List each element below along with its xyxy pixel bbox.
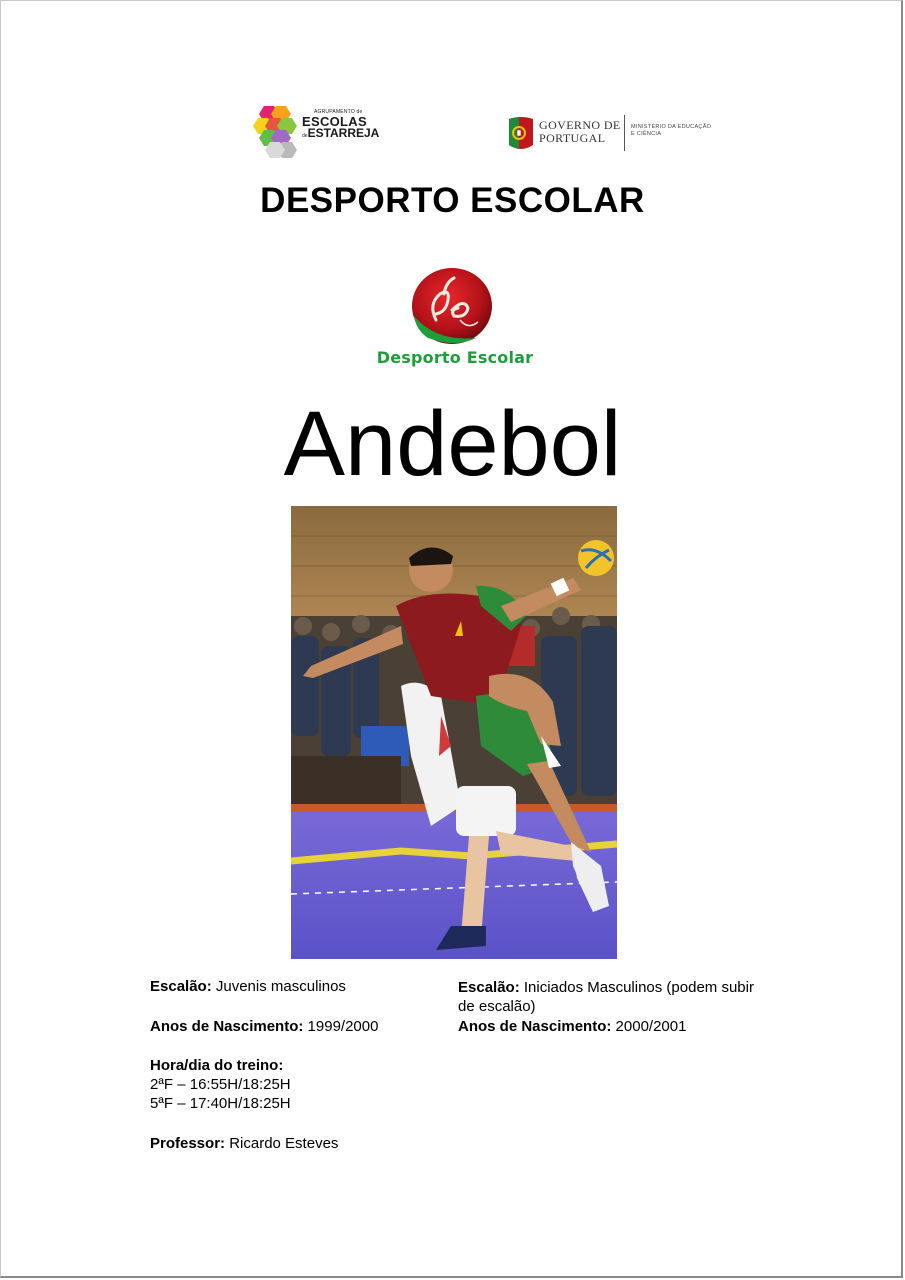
schedule-line-2: 5ªF – 17:40H/18:25H (150, 1095, 291, 1112)
left-escalao-label: Escalão: (150, 978, 212, 995)
training-schedule-label: Hora/dia do treino: (150, 1057, 284, 1074)
professor (150, 1134, 338, 1153)
right-anos-value: 2000/2001 (611, 1018, 687, 1035)
right-escalao-value: Iniciados Masculinos (podem subir de escalão) (458, 979, 754, 1015)
government-line1: GOVERNO DE (539, 118, 621, 132)
left-anos-nascimento (150, 1017, 378, 1036)
left-escalao-value: Juvenis masculinos (211, 978, 346, 995)
government-logo (507, 113, 727, 155)
training-schedule (150, 1056, 291, 1113)
handball-photo-illustration (291, 506, 617, 959)
government-logo-text (539, 119, 621, 145)
de-logo-caption: Desporto Escolar (376, 348, 534, 367)
professor-name: Ricardo Esteves (225, 1135, 339, 1152)
school-logo-line2-row (302, 127, 379, 139)
ministry-line1: MINISTÉRIO DA EDUCAÇÃO (631, 124, 712, 130)
page-title: DESPORTO ESCOLAR (260, 181, 645, 220)
right-anos-label: Anos de Nascimento: (458, 1018, 612, 1035)
ministry-text (631, 124, 711, 138)
sport-title: Andebol (283, 393, 622, 495)
school-logo-line2-prefix: de (302, 133, 308, 139)
school-logo-line1: ESCOLAS (302, 114, 367, 129)
right-anos-nascimento (458, 1017, 758, 1036)
school-logo-small-text: AGRUPAMENTO de (314, 109, 363, 115)
school-logo-line2: ESTARREJA (307, 126, 380, 140)
left-escalao (150, 977, 346, 996)
portugal-flag-icon (507, 115, 535, 153)
right-escalao (458, 978, 758, 1016)
handball-player-photo (291, 506, 617, 959)
desporto-escolar-logo (370, 264, 540, 374)
school-logo (252, 104, 392, 164)
de-emblem-icon (406, 264, 504, 348)
right-escalao-label: Escalão: (458, 979, 520, 996)
hexagon-cluster-icon (252, 104, 302, 164)
ministry-line2: E CIÊNCIA (631, 131, 662, 137)
left-anos-value: 1999/2000 (303, 1018, 379, 1035)
government-line2: PORTUGAL (539, 131, 606, 145)
school-logo-text (302, 110, 379, 139)
schedule-line-1: 2ªF – 16:55H/18:25H (150, 1076, 291, 1093)
left-anos-label: Anos de Nascimento: (150, 1018, 304, 1035)
professor-label: Professor: (150, 1135, 226, 1152)
government-logo-divider (624, 115, 625, 151)
